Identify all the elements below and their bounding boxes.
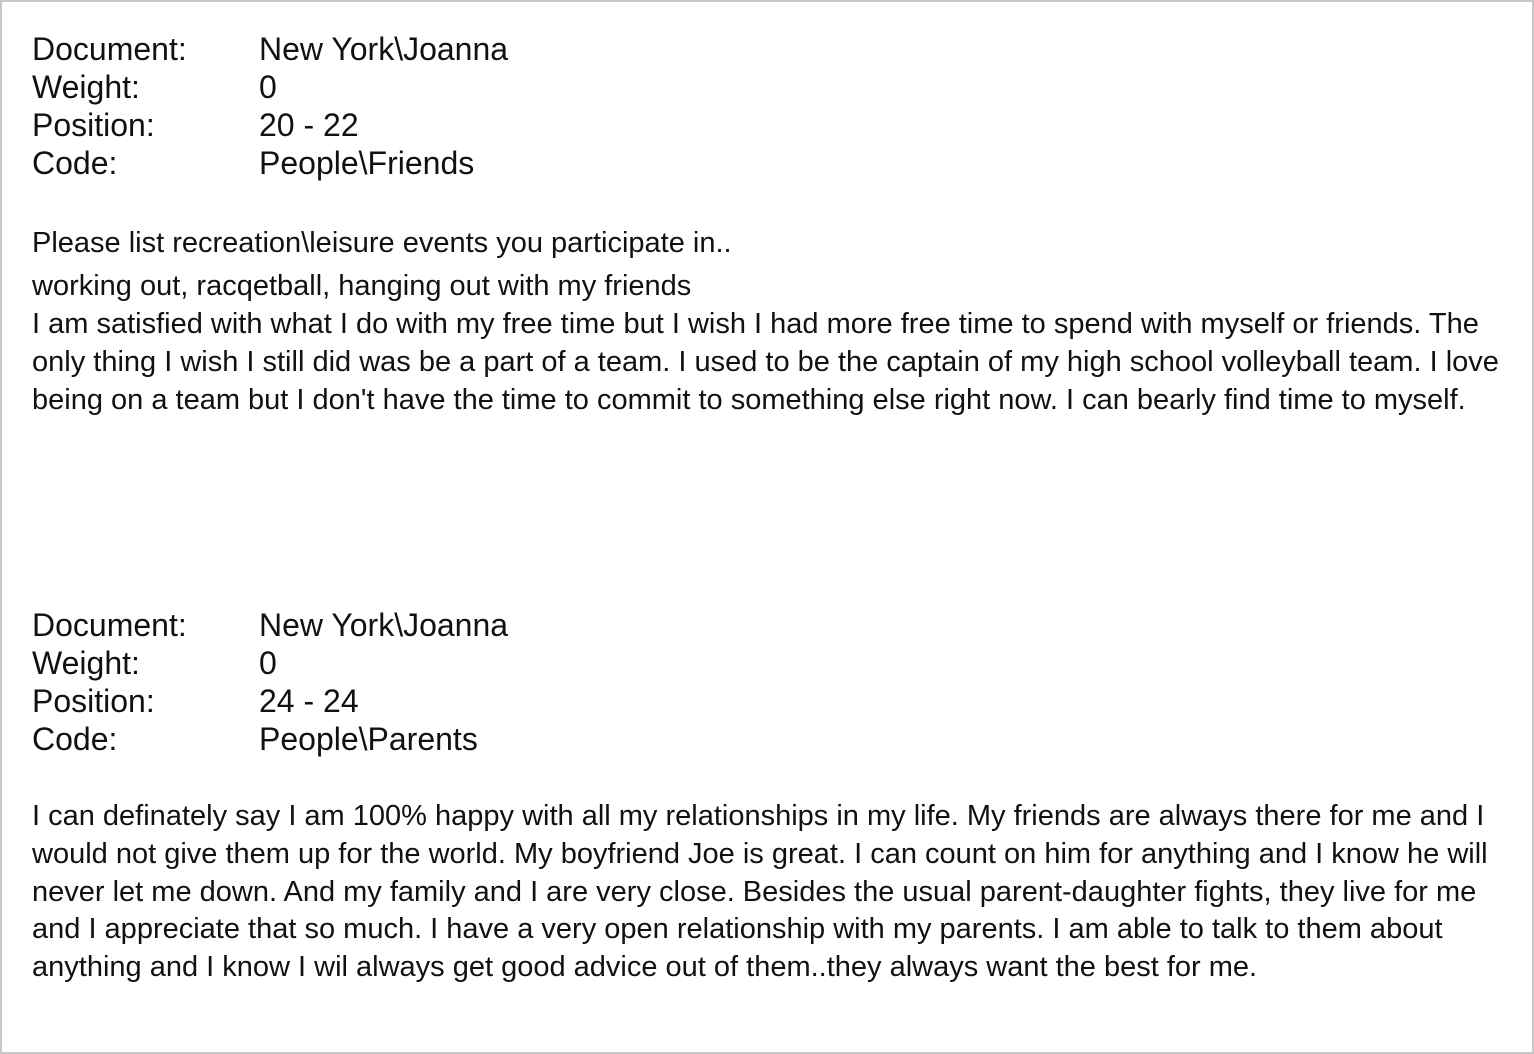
weight-row — [32, 644, 508, 682]
position-label: Position: — [32, 683, 155, 719]
entry-2-body: I can definately say I am 100% happy with all my relationships in my life. My friends are always there for me and I would not give them up for the world. My boyfriend Joe is great. I can count on him for anything and I know he will never let me down. And my family and I are very close. Besides the usual parent-daughter fights, they live for me and I appreciate that so much. I have a very open relationship with my parents. I am able to talk to them about anything and I know I wil always get good advice out of them..they always want the best for me. — [32, 800, 1488, 984]
weight-label: Weight: — [32, 645, 140, 681]
document-row — [32, 30, 508, 68]
position-value: 20 - 22 — [259, 107, 359, 143]
document-row — [32, 606, 508, 644]
position-label: Position: — [32, 107, 155, 143]
position-row — [32, 682, 508, 720]
code-row — [32, 144, 508, 182]
weight-row — [32, 68, 508, 106]
code-value: People\Friends — [259, 145, 475, 181]
document-value: New York\Joanna — [259, 31, 509, 67]
document-label: Document: — [32, 31, 187, 67]
code-label: Code: — [32, 721, 118, 757]
weight-value: 0 — [259, 645, 277, 681]
entry-1-answer: working out, racqetball, hanging out with my friends — [32, 270, 692, 302]
position-value: 24 - 24 — [259, 683, 359, 719]
code-row — [32, 720, 508, 758]
weight-label: Weight: — [32, 69, 140, 105]
code-label: Code: — [32, 145, 118, 181]
weight-value: 0 — [259, 69, 277, 105]
document-value: New York\Joanna — [259, 607, 509, 643]
position-row — [32, 106, 508, 144]
code-value: People\Parents — [259, 721, 478, 757]
entry-1-prompt: Please list recreation\leisure events you participate in.. — [32, 227, 732, 259]
document-label: Document: — [32, 607, 187, 643]
entry-1-metadata — [32, 30, 508, 182]
entry-1-comment: I am satisfied with what I do with my free time but I wish I had more free time to spend with myself or friends. The only thing I wish I still did was be a part of a team. I used to be the captain of my high school volleyball team. I love being on a team but I don't have the time to commit to something else right now. I can bearly find time to myself. — [32, 308, 1499, 416]
entry-2-metadata — [32, 606, 508, 758]
